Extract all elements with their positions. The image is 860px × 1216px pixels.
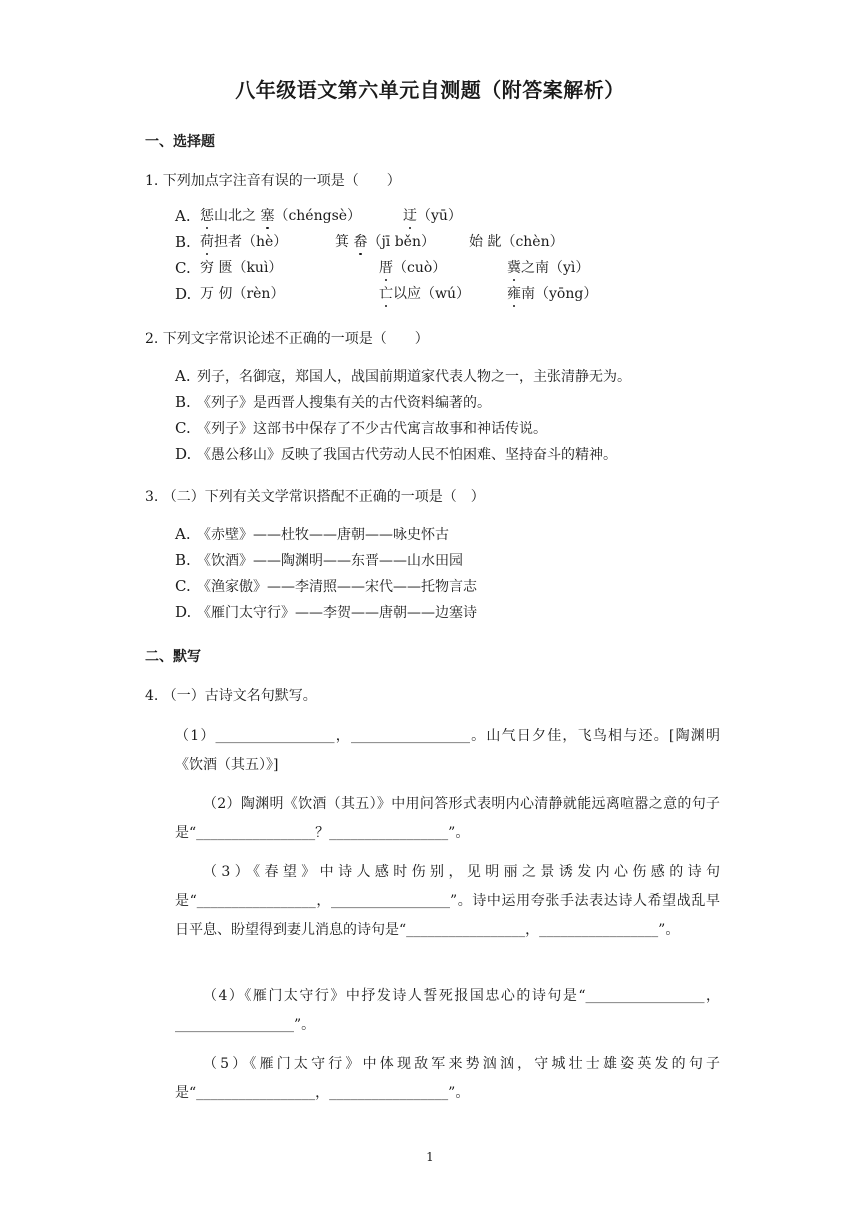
q1-option-d	[175, 284, 598, 304]
dotted-char: 惩	[200, 208, 214, 224]
dotted-char: 迂	[403, 208, 417, 224]
q3-d-text: 《雁门太守行》——李贺——唐朝——边塞诗	[197, 605, 477, 621]
q1-a-text: 山北之	[214, 208, 261, 224]
dotted-char: 畚	[353, 234, 368, 250]
option-letter: B.	[175, 393, 191, 411]
option-letter: D.	[175, 445, 192, 463]
q1-c-item-3	[507, 258, 589, 278]
option-letter: C.	[175, 577, 191, 595]
option-letter: A.	[175, 367, 191, 385]
option-letter: D.	[175, 285, 192, 303]
dotted-char: 塞	[260, 208, 275, 224]
q1-b-pinyin: （jī běn）	[367, 234, 435, 250]
section-heading-choice: 一、选择题	[145, 134, 215, 150]
q1-a-item-1	[200, 206, 361, 226]
q1-c-item-1: 穷 匮（kuì）	[200, 260, 283, 276]
q2-option-b	[175, 392, 491, 412]
q3-b-text: 《饮酒》——陶渊明——东晋——山水田园	[197, 553, 463, 569]
q1-d-item-2	[379, 284, 470, 304]
q1-c-item-2	[379, 258, 446, 278]
q3-option-c	[175, 576, 477, 596]
q3-c-text: 《渔家傲》——李清照——宋代——托物言志	[197, 579, 477, 595]
dotted-char: 雍	[507, 286, 521, 302]
q1-option-a	[175, 206, 462, 226]
option-letter: A.	[175, 207, 191, 225]
page-title: 八年级语文第六单元自测题（附答案解析）	[235, 78, 625, 102]
q2-a-text: 列子，名御寇，郑国人，战国前期道家代表人物之一，主张清静无为。	[197, 369, 631, 385]
question-2-stem: 2. 下列文字常识论述不正确的一项是（ ）	[145, 331, 429, 347]
q3-a-text: 《赤壁》——杜牧——唐朝——咏史怀古	[197, 527, 449, 543]
question-3-stem: 3. （二）下列有关文学常识搭配不正确的一项是（ ）	[145, 489, 485, 505]
q3-option-a	[175, 524, 449, 544]
q2-option-a	[175, 366, 631, 386]
option-letter: B.	[175, 551, 191, 569]
q1-a-pinyin: （chéngsè）	[274, 208, 362, 224]
q4-part-4: （4）《雁门太守行》中抒发诗人誓死报国忠心的诗句是“_________________，_________________”。	[175, 988, 720, 1033]
q1-b-char: 箕	[335, 234, 354, 250]
q2-c-text: 《列子》这部书中保存了不少古代寓言故事和神话传说。	[197, 421, 547, 437]
q2-d-text: 《愚公移山》反映了我国古代劳动人民不怕困难、坚持奋斗的精神。	[197, 447, 617, 463]
option-letter: C.	[175, 259, 191, 277]
q1-c-item-3-text: 之南（yì）	[521, 260, 590, 276]
option-letter: A.	[175, 525, 191, 543]
dotted-char: 厝	[379, 260, 393, 276]
dotted-char: 荷	[200, 234, 214, 250]
dotted-char: 亡	[379, 286, 393, 302]
q1-option-c	[175, 258, 590, 278]
q2-b-text: 《列子》是西晋人搜集有关的古代资料编著的。	[197, 395, 491, 411]
option-letter: B.	[175, 233, 191, 251]
question-4-stem: 4. （一）古诗文名句默写。	[145, 688, 317, 704]
section-heading-dictation: 二、默写	[145, 649, 201, 665]
q2-option-c	[175, 418, 547, 438]
q1-option-b	[175, 232, 564, 252]
q1-b-item-1	[200, 232, 287, 252]
q4-part-3: （3）《春望》中诗人感时伤别，见明丽之景诱发内心伤感的诗句是“_________________，_________________”。诗中运用夸张手法表达诗人希望战乱早日平息、盼望得到妻儿消息的诗句是“_________________，_________________”。	[175, 864, 720, 938]
q1-d-item-2-text: 以应（wú）	[393, 286, 470, 302]
q1-a-item-2	[403, 206, 462, 226]
dotted-char: 冀	[507, 260, 521, 276]
q1-a-item-2-pinyin: （yū）	[417, 208, 462, 224]
page-number: 1	[426, 1150, 434, 1164]
option-letter: D.	[175, 603, 192, 621]
q4-part-1: （1）_________________，_________________。山气日夕佳，飞鸟相与还。[陶渊明《饮酒（其五）》]	[175, 728, 720, 773]
q1-b-item-1-text: 担者（hè）	[214, 234, 288, 250]
q1-d-item-3-text: 南（yōng）	[521, 286, 598, 302]
q3-option-d	[175, 602, 477, 622]
q4-part-5: （5）《雁门太守行》中体现敌军来势汹汹，守城壮士雄姿英发的句子是“_________________，_________________”。	[175, 1056, 720, 1101]
q1-c-item-2-pinyin: （cuò）	[393, 260, 447, 276]
q1-d-item-1: 万 仞（rèn）	[200, 286, 285, 302]
q1-b-item-3: 始 龀（chèn）	[469, 234, 564, 250]
q1-b-item-2	[335, 232, 435, 252]
q3-option-b	[175, 550, 463, 570]
q2-option-d	[175, 444, 617, 464]
question-1-stem: 1. 下列加点字注音有误的一项是（ ）	[145, 173, 401, 189]
q1-d-item-3	[507, 284, 597, 304]
option-letter: C.	[175, 419, 191, 437]
q4-part-2: （2）陶渊明《饮酒（其五）》中用问答形式表明内心清静就能远离喧嚣之意的句子是“_________________？_________________”。	[175, 796, 720, 841]
